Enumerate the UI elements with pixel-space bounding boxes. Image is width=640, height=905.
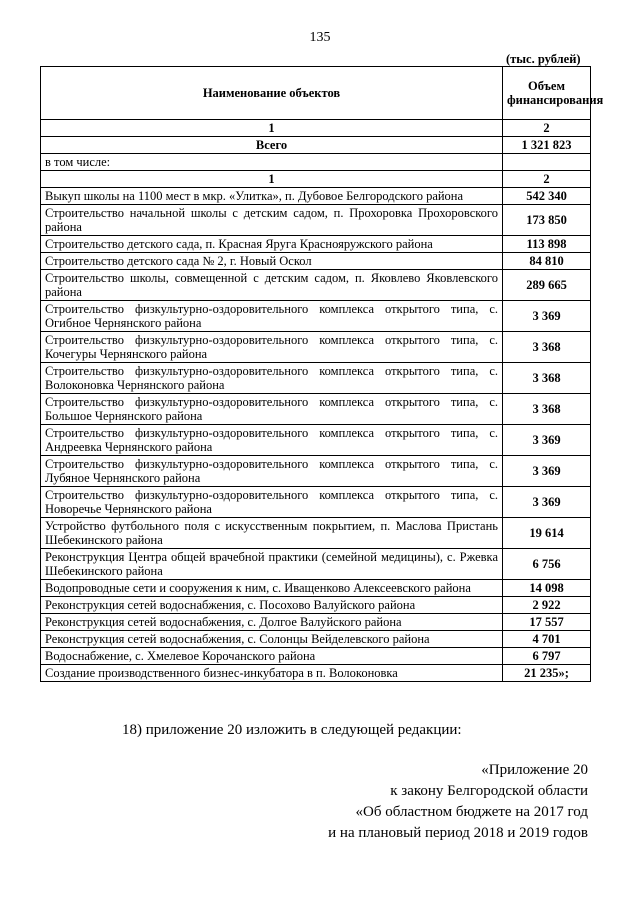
financing-amount: 2 922 xyxy=(503,597,591,614)
financing-amount: 542 340 xyxy=(503,188,591,205)
object-name: Строительство физкультурно-оздоровительного комплекса открытого типа, с. Андреевка Чернянского района xyxy=(41,425,503,456)
object-name: Реконструкция сетей водоснабжения, с. Посохово Валуйского района xyxy=(41,597,503,614)
financing-amount: 3 369 xyxy=(503,456,591,487)
table-row xyxy=(41,425,591,456)
financing-amount: 3 369 xyxy=(503,425,591,456)
object-name: Строительство детского сада, п. Красная Яруга Краснояружского района xyxy=(41,236,503,253)
object-name: Создание производственного бизнес-инкубатора в п. Волоконовка xyxy=(41,665,503,682)
table-row xyxy=(41,394,591,425)
table-row xyxy=(41,301,591,332)
appendix-line-3: «Об областном бюджете на 2017 год xyxy=(355,804,588,820)
total-label: Всего xyxy=(41,137,503,154)
object-name: Выкуп школы на 1100 мест в мкр. «Улитка», п. Дубовое Белгородского района xyxy=(41,188,503,205)
including-label: в том числе: xyxy=(41,154,503,171)
object-name: Строительство начальной школы с детским садом, п. Прохоровка Прохоровского района xyxy=(41,205,503,236)
table-row xyxy=(41,665,591,682)
financing-amount: 6 797 xyxy=(503,648,591,665)
object-name: Строительство детского сада № 2, г. Новый Оскол xyxy=(41,253,503,270)
object-name: Водопроводные сети и сооружения к ним, с. Иващенково Алексеевского района xyxy=(41,580,503,597)
header-num-1: 1 xyxy=(41,120,503,137)
object-name: Устройство футбольного поля с искусственным покрытием, п. Маслова Пристань Шебекинского района xyxy=(41,518,503,549)
financing-amount: 3 369 xyxy=(503,301,591,332)
financing-amount: 3 369 xyxy=(503,487,591,518)
including-empty xyxy=(503,154,591,171)
object-name: Реконструкция сетей водоснабжения, с. Долгое Валуйского района xyxy=(41,614,503,631)
including-row xyxy=(41,154,591,171)
appendix-line-2: к закону Белгородской области xyxy=(390,783,588,799)
header-name: Наименование объектов xyxy=(41,67,503,120)
table-row xyxy=(41,456,591,487)
header-row xyxy=(41,67,591,120)
table-row xyxy=(41,597,591,614)
table-row xyxy=(41,518,591,549)
units-label: (тыс. рублей) xyxy=(506,52,581,66)
object-name: Строительство физкультурно-оздоровительного комплекса открытого типа, с. Новоречье Чернянского района xyxy=(41,487,503,518)
financing-amount: 3 368 xyxy=(503,332,591,363)
financing-amount: 17 557 xyxy=(503,614,591,631)
table-row xyxy=(41,270,591,301)
object-name: Строительство физкультурно-оздоровительного комплекса открытого типа, с. Кочегуры Чернянского района xyxy=(41,332,503,363)
table-row xyxy=(41,363,591,394)
table-row xyxy=(41,648,591,665)
object-name: Строительство школы, совмещенной с детским садом, п. Яковлево Яковлевского района xyxy=(41,270,503,301)
financing-amount: 4 701 xyxy=(503,631,591,648)
financing-amount: 6 756 xyxy=(503,549,591,580)
financing-table xyxy=(40,66,604,682)
table-row xyxy=(41,487,591,518)
object-name: Строительство физкультурно-оздоровительного комплекса открытого типа, с. Волоконовка Чернянского района xyxy=(41,363,503,394)
table-row xyxy=(41,580,591,597)
financing-amount: 289 665 xyxy=(503,270,591,301)
table-row xyxy=(41,236,591,253)
appendix-line-4: и на плановый период 2018 и 2019 годов xyxy=(328,825,588,841)
object-name: Строительство физкультурно-оздоровительного комплекса открытого типа, с. Огибное Чернянского района xyxy=(41,301,503,332)
header-number-row xyxy=(41,120,591,137)
header-amount: Объем финансирования xyxy=(503,67,591,120)
subheader-num-1: 1 xyxy=(41,171,503,188)
object-name: Строительство физкультурно-оздоровительного комплекса открытого типа, с. Большое Чернянского района xyxy=(41,394,503,425)
table-row xyxy=(41,614,591,631)
appendix-line-1: «Приложение 20 xyxy=(481,762,588,778)
table-row xyxy=(41,205,591,236)
total-row xyxy=(41,137,591,154)
financing-amount: 173 850 xyxy=(503,205,591,236)
table-row xyxy=(41,631,591,648)
object-name: Строительство физкультурно-оздоровительного комплекса открытого типа, с. Лубяное Чернянского района xyxy=(41,456,503,487)
financing-amount: 84 810 xyxy=(503,253,591,270)
table-row xyxy=(41,253,591,270)
appendix-heading xyxy=(328,760,588,844)
financing-amount: 3 368 xyxy=(503,394,591,425)
financing-amount: 19 614 xyxy=(503,518,591,549)
page-number: 135 xyxy=(309,30,331,45)
header-num-2: 2 xyxy=(503,120,591,137)
table-row xyxy=(41,188,591,205)
financing-amount: 113 898 xyxy=(503,236,591,253)
total-value: 1 321 823 xyxy=(503,137,591,154)
object-name: Реконструкция сетей водоснабжения, с. Солонцы Вейделевского района xyxy=(41,631,503,648)
amendment-text: 18) приложение 20 изложить в следующей редакции: xyxy=(122,722,462,738)
object-name: Реконструкция Центра общей врачебной практики (семейной медицины), с. Ржевка Шебекинского района xyxy=(41,549,503,580)
table-row xyxy=(41,549,591,580)
subheader-number-row xyxy=(41,171,591,188)
object-name: Водоснабжение, с. Хмелевое Корочанского района xyxy=(41,648,503,665)
table-row xyxy=(41,332,591,363)
financing-amount: 14 098 xyxy=(503,580,591,597)
financing-amount: 21 235»; xyxy=(503,665,591,682)
subheader-num-2: 2 xyxy=(503,171,591,188)
financing-amount: 3 368 xyxy=(503,363,591,394)
